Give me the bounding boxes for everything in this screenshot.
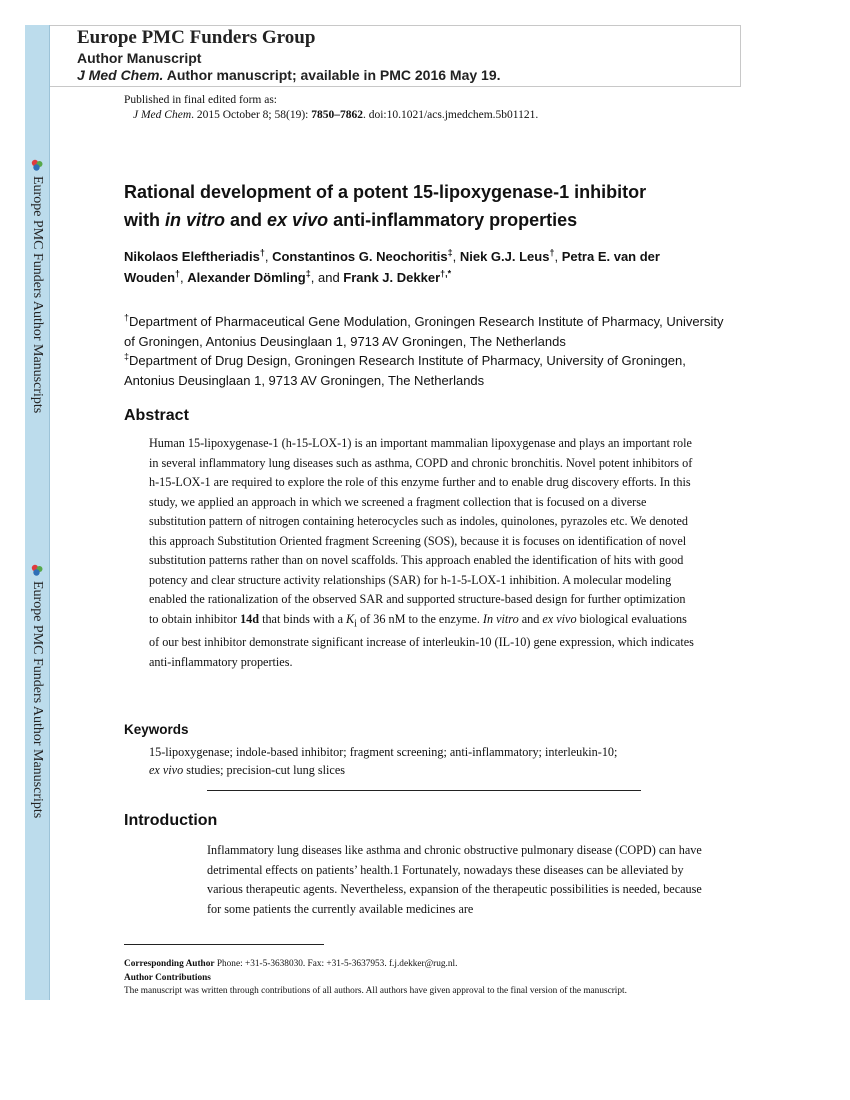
affiliation-1: †Department of Pharmaceutical Gene Modulation, Groningen Research Institute of Pharmacy, University of Groningen, Antonius Deusinglaan 1, 9713 AV Groningen, The Netherlands (124, 312, 724, 349)
affiliation-2: ‡Department of Drug Design, Groningen Research Institute of Pharmacy, University of Groningen, Antonius Deusinglaan 1, 9713 AV Groningen, The Netherlands (124, 351, 686, 388)
author-contributions-text: The manuscript was written through contributions of all authors. All authors have given approval to the final version of the manuscript. (124, 986, 627, 996)
side-label-bottom (25, 563, 49, 818)
introduction-body: Inflammatory lung diseases like asthma and chronic obstructive pulmonary disease (COPD) can have detrimental effects on patients’ health.1 Fortunately, nowadays these diseases can be alleviated by various therapeutic agents. Nevertheless, expansion of the therapeutic possibilities is needed, because for some patients the currently available medicines are (207, 843, 702, 916)
keywords-heading: Keywords (124, 722, 189, 737)
footnote-rule (124, 944, 324, 945)
funder-group-title: Europe PMC Funders Group (77, 27, 316, 48)
published-citation: Published in final edited form as: J Med Chem. 2015 October 8; 58(19): 7850–7862. doi:10.1021/acs.jmedchem.5b01121. (124, 94, 539, 121)
sidebar-label: Europe PMC Funders Author Manuscripts (30, 176, 45, 414)
journal-availability: J Med Chem. Author manuscript; available in PMC 2016 May 19. (77, 67, 501, 83)
side-banner (25, 25, 50, 1000)
header-rule (212, 86, 740, 87)
keywords-body: 15-lipoxygenase; indole-based inhibitor; fragment screening; anti-inflammatory; interleukin-10; ex vivo studies; precision-cut lung slices (149, 745, 618, 777)
side-label-top (25, 158, 49, 413)
introduction-heading: Introduction (124, 812, 218, 829)
abstract-heading: Abstract (124, 407, 189, 424)
article-title: Rational development of a potent 15-lipoxygenase-1 inhibitor with in vitro and ex vivo anti-inflammatory properties (124, 182, 647, 230)
sidebar-label: Europe PMC Funders Author Manuscripts (30, 581, 45, 819)
affiliations (124, 312, 724, 390)
section-divider (207, 790, 641, 791)
manuscript-type: Author Manuscript (77, 50, 202, 66)
footnotes (124, 958, 744, 999)
author-list: Nikolaos Eleftheriadis†, Constantinos G. Neochoritis‡, Niek G.J. Leus†, Petra E. van der Wouden†, Alexander Dömling‡, and Frank J. Dekker†,* (124, 247, 660, 285)
corresponding-author-note: Corresponding Author Phone: +31-5-3638030. Fax: +31-5-3637953. f.j.dekker@rug.nl. (124, 959, 458, 969)
europe-pmc-logo-icon (30, 563, 44, 577)
author-contributions-label: Author Contributions (124, 972, 211, 983)
europe-pmc-logo-icon (30, 158, 44, 172)
abstract-body: Human 15-lipoxygenase-1 (h-15-LOX-1) is an important mammalian lipoxygenase and plays an important role in several inflammatory lung diseases such as asthma, COPD and chronic bronchitis. Novel potent inhibitors of h-15-LOX-1 are required to explore the role of this enzyme further and to enable drug discovery efforts. In this study, we applied an approach in which we screened a fragment collection that is focused on a diverse substitution pattern of nitrogen containing heterocycles such as indoles, quinolones, pyrazoles etc. We denoted this approach Substitution Oriented fragment Screening (SOS), because it is focuses on identification of novel substitution patterns rather than on novel scaffolds. This approach enabled the identification of hits with good potency and clear structure activity relationships (SAR) for h-1-5-LOX-1 inhibition. A molecular modeling enabled the rationalization of the observed SAR and supported structure-based design for further optimization to obtain inhibitor 14d that binds with a $K_i$ of 36 nM to the enzyme. In vitro and ex vivo biological evaluations of our best inhibitor demonstrate significant increase of interleukin-10 (IL-10) gene expression, which indicates anti-inflammatory properties. (149, 436, 694, 669)
